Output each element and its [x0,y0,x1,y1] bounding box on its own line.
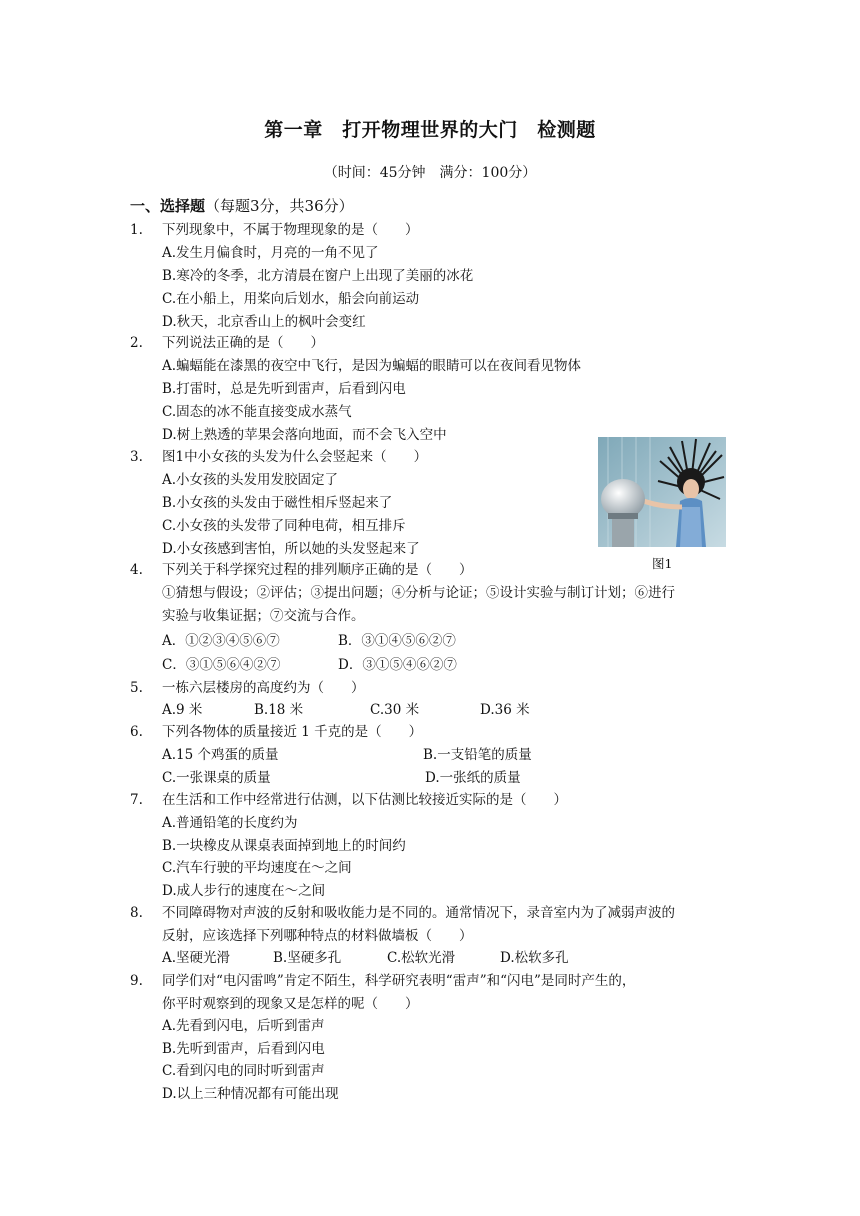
section-heading [130,195,354,216]
q6-number: 6. [130,724,143,740]
q4-number: 4. [130,562,143,578]
q8-option-a: A.坚硬光滑 [162,950,231,966]
q8-number: 8. [130,905,143,921]
q4-stem-line3: 实验与收集证据；⑦交流与合作。 [162,608,365,624]
exam-info: （时间：45分钟 满分：100分） [323,165,537,181]
page-title: 第一章 打开物理世界的大门 检测题 [264,119,596,141]
q2-option-b: B.打雷时，总是先听到雷声，后看到闪电 [162,381,406,397]
q5-option-d: D.36 米 [480,702,530,718]
q8-option-d: D.松软多孔 [500,950,569,966]
q3-option-d: D.小女孩感到害怕，所以她的头发竖起来了 [162,541,420,557]
q9-number: 9. [130,973,143,989]
section-note: （每题3分，共36分） [205,197,354,215]
q9-option-d: D.以上三种情况都有可能出现 [162,1086,339,1102]
q1-option-d: D.秋天，北京香山上的枫叶会变红 [162,314,366,330]
q2-option-c: C.固态的冰不能直接变成水蒸气 [162,404,352,420]
q9-stem-line2: 你平时观察到的现象又是怎样的呢（ ） [162,996,419,1012]
q3-stem: 图1中小女孩的头发为什么会竖起来（ ） [162,449,428,465]
figure-1-photo-icon [598,437,726,547]
q8-option-b: B.坚硬多孔 [273,950,342,966]
q6-option-c: C.一张课桌的质量 [162,770,271,786]
q4-option-c: C．③①⑤⑥④②⑦ [162,657,281,673]
q2-stem: 下列说法正确的是（ ） [162,335,324,351]
q1-stem: 下列现象中，不属于物理现象的是（ ） [162,222,419,238]
q2-option-a: A.蝙蝠能在漆黑的夜空中飞行，是因为蝙蝠的眼睛可以在夜间看见物体 [162,358,582,374]
figure-1-caption: 图1 [652,556,673,571]
q5-option-c: C.30 米 [370,702,420,718]
q9-option-b: B.先听到雷声，后看到闪电 [162,1041,325,1057]
q3-number: 3. [130,449,143,465]
q1-option-a: A.发生月偏食时，月亮的一角不见了 [162,245,379,261]
q2-number: 2. [130,335,143,351]
q9-stem: 同学们对“电闪雷鸣”肯定不陌生，科学研究表明“雷声”和“闪电”是同时产生的， [162,973,636,989]
q4-option-a: A．①②③④⑤⑥⑦ [162,633,280,649]
q4-option-d: D．③①⑤④⑥②⑦ [338,657,457,673]
q9-option-c: C.看到闪电的同时听到雷声 [162,1063,325,1079]
q8-option-c: C.松软光滑 [387,950,456,966]
q7-number: 7. [130,792,143,808]
q7-option-b: B.一块橡皮从课桌表面掉到地上的时间约 [162,838,406,854]
q9-option-a: A.先看到闪电，后听到雷声 [162,1018,325,1034]
q1-option-b: B.寒冷的冬季，北方清晨在窗户上出现了美丽的冰花 [162,268,474,284]
q7-stem: 在生活和工作中经常进行估测，以下估测比较接近实际的是（ ） [162,792,567,808]
q5-number: 5. [130,680,143,696]
q6-option-d: D.一张纸的质量 [425,770,521,786]
q4-option-b: B．③①④⑤⑥②⑦ [338,633,456,649]
q7-option-c: C.汽车行驶的平均速度在～之间 [162,860,352,876]
q4-stem-line2: ①猜想与假设；②评估；③提出问题；④分析与论证；⑤设计实验与制订计划；⑥进行 [162,585,675,601]
q5-stem: 一栋六层楼房的高度约为（ ） [162,680,365,696]
q5-option-b: B.18 米 [254,702,304,718]
q1-option-c: C.在小船上，用桨向后划水，船会向前运动 [162,291,420,307]
q8-stem: 不同障碍物对声波的反射和吸收能力是不同的。通常情况下，录音室内为了减弱声波的 [162,905,675,921]
q2-option-d: D.树上熟透的苹果会落向地面，而不会飞入空中 [162,427,447,443]
q4-stem: 下列关于科学探究过程的排列顺序正确的是（ ） [162,562,473,578]
q6-stem: 下列各物体的质量接近 1 千克的是（ ） [162,724,423,740]
q1-number: 1. [130,222,143,238]
q3-option-b: B.小女孩的头发由于磁性相斥竖起来了 [162,495,393,511]
q3-option-a: A.小女孩的头发用发胶固定了 [162,472,339,488]
section-title: 一、选择题 [130,197,206,215]
q7-option-d: D.成人步行的速度在～之间 [162,883,326,899]
q3-option-c: C.小女孩的头发带了同种电荷，相互排斥 [162,518,406,534]
q7-option-a: A.普通铅笔的长度约为 [162,815,298,831]
q8-stem-line2: 反射，应该选择下列哪种特点的材料做墙板（ ） [162,928,473,944]
q6-option-a: A.15 个鸡蛋的质量 [162,747,279,763]
q5-option-a: A.9 米 [162,702,203,718]
q6-option-b: B.一支铅笔的质量 [423,747,532,763]
